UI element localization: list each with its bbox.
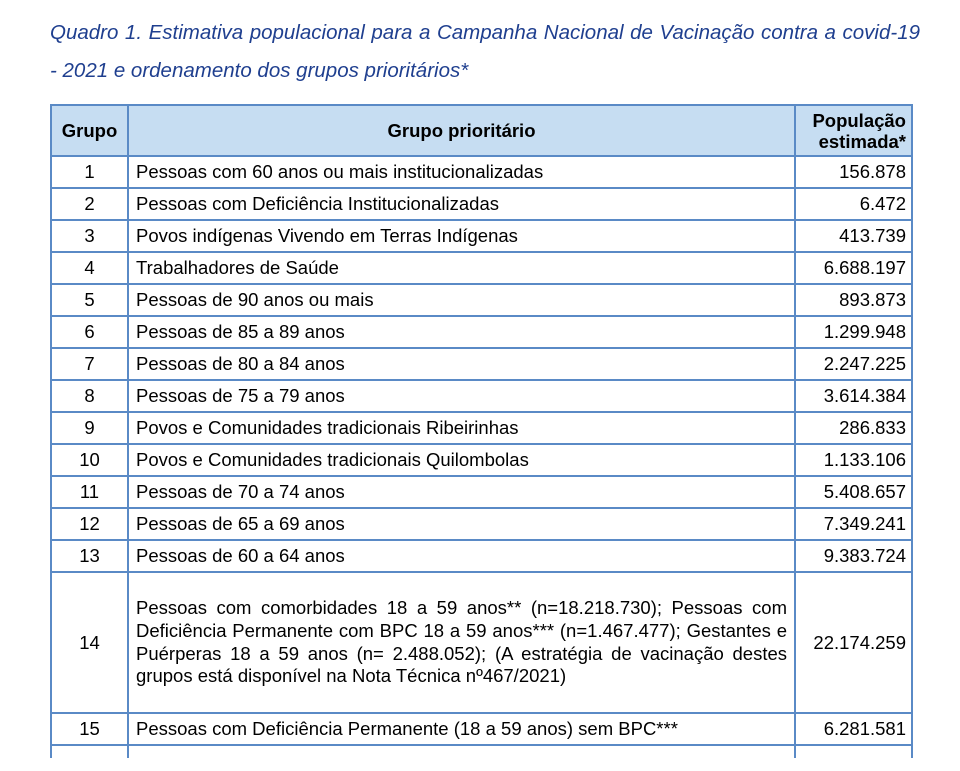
table-row (51, 348, 912, 380)
cell-grupo: 13 (51, 540, 128, 572)
cell-populacao: 6.281.581 (795, 713, 912, 745)
table-row (51, 252, 912, 284)
cell-grupo-prioritario: Pessoas com Deficiência Permanente (18 a 59 anos) sem BPC*** (128, 713, 795, 745)
cell-grupo: 14 (51, 572, 128, 713)
table-row (51, 412, 912, 444)
cell-grupo: 8 (51, 380, 128, 412)
cell-populacao: 286.833 (795, 412, 912, 444)
header-populacao-estimada (795, 105, 912, 156)
cell-grupo-prioritario: Povos e Comunidades tradicionais Ribeirinhas (128, 412, 795, 444)
table-row (51, 188, 912, 220)
table-row (51, 476, 912, 508)
cell-grupo-prioritario: Pessoas de 70 a 74 anos (128, 476, 795, 508)
cell-populacao: 1.133.106 (795, 444, 912, 476)
table-row-15 (51, 713, 912, 745)
table-row (51, 540, 912, 572)
cell-populacao: 6.688.197 (795, 252, 912, 284)
cell-grupo-prioritario: Pessoas de 90 anos ou mais (128, 284, 795, 316)
cell-populacao: 1.299.948 (795, 316, 912, 348)
cell-grupo: 3 (51, 220, 128, 252)
cell-populacao: 3.614.384 (795, 380, 912, 412)
cell-populacao: 5.408.657 (795, 476, 912, 508)
table-row (51, 220, 912, 252)
cell-populacao: 9.383.724 (795, 540, 912, 572)
table-row (51, 156, 912, 188)
row14-line: Gestantes e Puérperas 18 a 59 anos (n= 2.488.052); (136, 619, 788, 664)
cell-populacao: 413.739 (795, 220, 912, 252)
cell-grupo-prioritario: Pessoas de 85 a 89 anos (128, 316, 795, 348)
cell-populacao: 22.174.259 (795, 572, 912, 713)
row14-line: Pessoas com comorbidades 18 a 59 anos** (n=18.218.730); (136, 596, 662, 618)
table-row (51, 380, 912, 412)
cell-grupo: 11 (51, 476, 128, 508)
cell-populacao: 7.349.241 (795, 508, 912, 540)
cell-grupo: 15 (51, 713, 128, 745)
table-row (51, 508, 912, 540)
header-populacao-line1: População (812, 109, 906, 131)
table-caption: Quadro 1. Estimativa populacional para a Campanha Nacional de Vacinação contra a covid-19 - 2021 e ordenamento dos grupos prioritários* (50, 21, 920, 82)
table-row-cut-off (51, 745, 912, 758)
table-row (51, 284, 912, 316)
cell-grupo: 2 (51, 188, 128, 220)
cell-grupo: 10 (51, 444, 128, 476)
cell-grupo: 4 (51, 252, 128, 284)
cell-grupo: 12 (51, 508, 128, 540)
cell-grupo: 7 (51, 348, 128, 380)
cell-grupo-prioritario: Povos indígenas Vivendo em Terras Indígenas (128, 220, 795, 252)
cell-grupo: 5 (51, 284, 128, 316)
cell-grupo-prioritario: Pessoas com Deficiência Institucionalizadas (128, 188, 795, 220)
header-populacao-line2: estimada* (818, 130, 906, 152)
table-row (51, 444, 912, 476)
header-grupo: Grupo (51, 105, 128, 156)
cell-grupo: 6 (51, 316, 128, 348)
cell-grupo-prioritario: Pessoas de 75 a 79 anos (128, 380, 795, 412)
cell-empty (128, 745, 795, 758)
cell-grupo-prioritario: Pessoas de 65 a 69 anos (128, 508, 795, 540)
table-row-14 (51, 572, 912, 713)
priority-groups-table (50, 104, 913, 758)
cell-populacao: 156.878 (795, 156, 912, 188)
cell-grupo-prioritario: Trabalhadores de Saúde (128, 252, 795, 284)
header-grupo-prioritario: Grupo prioritário (128, 105, 795, 156)
table-row (51, 316, 912, 348)
cell-grupo-prioritario: Pessoas com 60 anos ou mais institucionalizadas (128, 156, 795, 188)
cell-grupo-prioritario: Povos e Comunidades tradicionais Quilombolas (128, 444, 795, 476)
cell-empty (51, 745, 128, 758)
cell-populacao: 2.247.225 (795, 348, 912, 380)
cell-empty (795, 745, 912, 758)
cell-grupo: 1 (51, 156, 128, 188)
table-header-row (51, 105, 912, 156)
row14-line: (A estratégia de vacinação destes grupos está disponível na Nota Técnica nº467/2021) (136, 642, 788, 687)
cell-populacao: 6.472 (795, 188, 912, 220)
cell-grupo-prioritario (128, 572, 795, 713)
cell-grupo-prioritario: Pessoas de 80 a 84 anos (128, 348, 795, 380)
row14-line: Pessoas com Deficiência Permanente com BPC 18 a 59 anos*** (n=1.467.477); (136, 596, 787, 641)
cell-populacao: 893.873 (795, 284, 912, 316)
cell-grupo: 9 (51, 412, 128, 444)
cell-grupo-prioritario: Pessoas de 60 a 64 anos (128, 540, 795, 572)
